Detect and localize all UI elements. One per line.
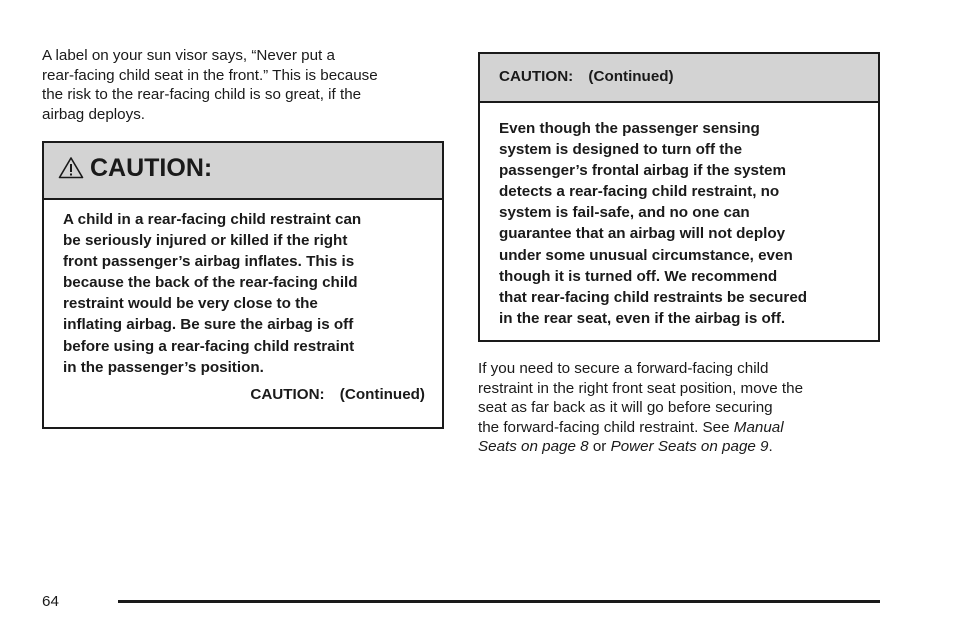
- paragraph-line: If you need to secure a forward-facing child: [478, 360, 769, 377]
- manual-seats-link[interactable]: Manual: [733, 418, 784, 436]
- caution-line: because the back of the rear-facing child: [63, 274, 358, 292]
- caution-box-left: [42, 141, 444, 429]
- caution-line: be seriously injured or killed if the right: [63, 232, 348, 250]
- caution-continued-heading: CAUTION: (Continued): [499, 68, 674, 85]
- warning-triangle-icon: [58, 156, 84, 179]
- period-text: .: [768, 438, 773, 455]
- caution-line: A child in a rear-facing child restraint can: [63, 211, 362, 228]
- intro-line: rear-facing child seat in the front.” This is because: [42, 66, 378, 84]
- paragraph-text: the forward-facing child restraint. See: [478, 418, 730, 436]
- caution-body: [499, 118, 807, 329]
- caution-line: though it is turned off. We recommend: [499, 267, 778, 285]
- caution-line: Even though the passenger sensing: [499, 120, 760, 137]
- caution-line: detects a rear-facing child restraint, no: [499, 183, 780, 201]
- power-seats-link[interactable]: Power Seats on page 9: [610, 438, 769, 455]
- caution-line: before using a rear-facing child restraint: [63, 337, 355, 355]
- caution-line: that rear-facing child restraints be secured: [499, 288, 808, 306]
- intro-line: airbag deploys.: [42, 105, 146, 123]
- caution-line: passenger’s frontal airbag if the system: [499, 162, 786, 180]
- caution-line: guarantee that an airbag will not deploy: [499, 225, 786, 243]
- caution-line: in the passenger’s position.: [63, 358, 264, 376]
- caution-line: inflating airbag. Be sure the airbag is off: [63, 316, 354, 334]
- or-text: or: [592, 438, 607, 455]
- caution-line: system is fail-safe, and no one can: [499, 204, 750, 222]
- caution-line: restraint would be very close to the: [63, 295, 318, 313]
- paragraph-line: [478, 418, 898, 438]
- caution-line: in the rear seat, even if the airbag is off.: [499, 309, 786, 327]
- page-number: 64: [42, 593, 59, 610]
- caution-box-right: [478, 52, 880, 342]
- paragraph-line: [478, 437, 898, 457]
- caution-continued-label: CAUTION: (Continued): [250, 386, 425, 403]
- caution-title-text: CAUTION:: [90, 154, 213, 182]
- caution-line: front passenger’s airbag inflates. This is: [63, 253, 355, 271]
- caution-line: system is designed to turn off the: [499, 141, 743, 159]
- intro-line: A label on your sun visor says, “Never put a: [42, 47, 335, 64]
- intro-line: the risk to the rear-facing child is so great, if the: [42, 86, 362, 103]
- caution-header: [44, 143, 442, 200]
- manual-seats-link-page[interactable]: Seats on page 8: [478, 438, 589, 455]
- caution-title: [58, 154, 212, 183]
- caution-body: [63, 209, 361, 378]
- intro-paragraph: [42, 46, 447, 124]
- footer-rule: [118, 600, 880, 603]
- caution-line: under some unusual circumstance, even: [499, 246, 793, 264]
- caution-continued-header: [480, 54, 878, 103]
- forward-facing-paragraph: [478, 359, 898, 457]
- paragraph-line: restraint in the right front seat position, move the: [478, 379, 804, 397]
- paragraph-line: seat as far back as it will go before securing: [478, 399, 773, 416]
